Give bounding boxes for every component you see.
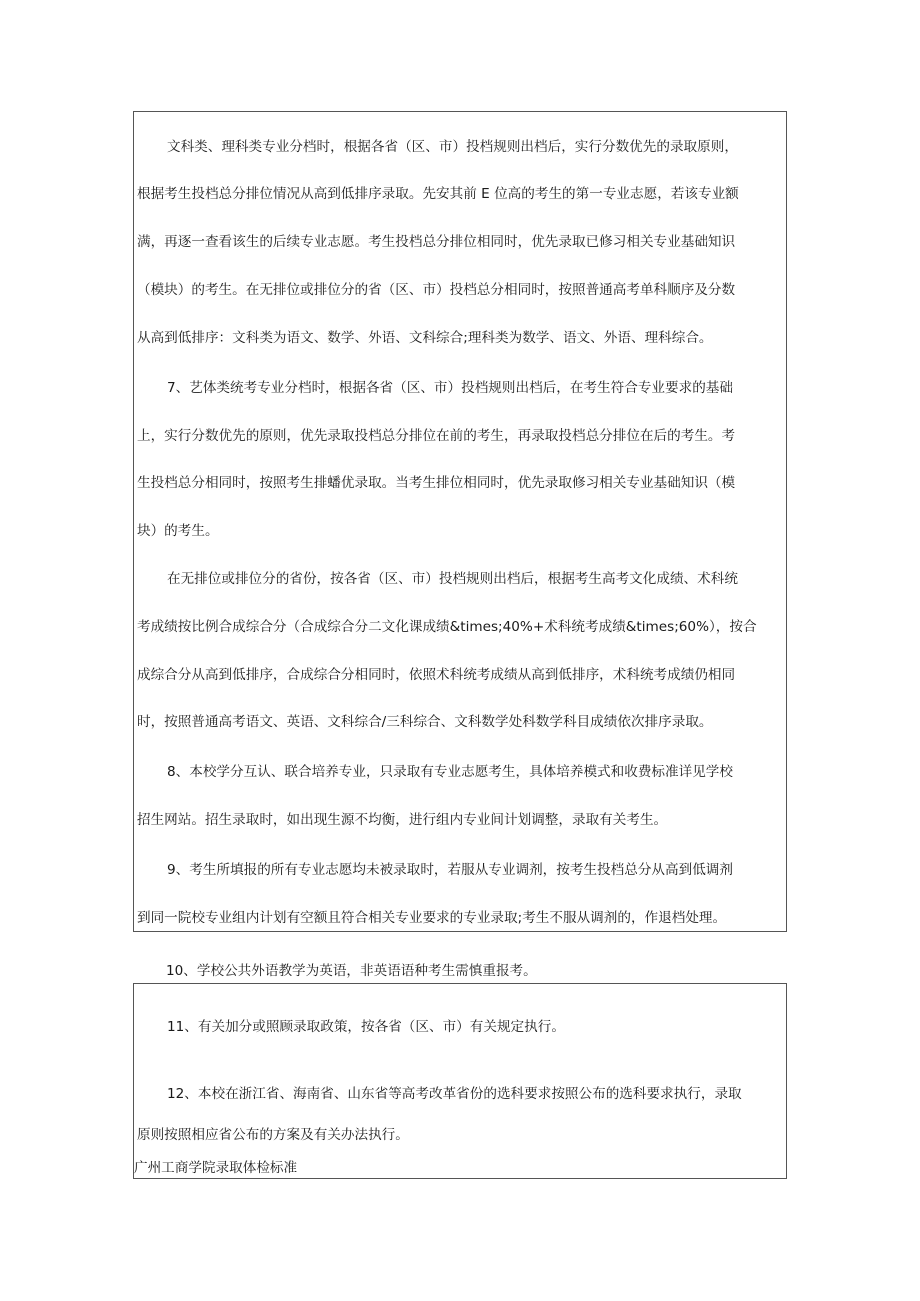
paragraph-line: 招生网站。招生录取时，如出现生源不均衡，进行组内专业间计划调整，录取有关考生。 <box>137 812 668 828</box>
paragraph-line: 10、学校公共外语教学为英语，非英语语种考生需慎重报考。 <box>166 963 537 979</box>
paragraph-line: 上，实行分数优先的原则，优先录取投档总分排位在前的考生，再录取投档总分排位在后的考生。考 <box>137 428 736 444</box>
paragraph-line: 12、本校在浙江省、海南省、山东省等高考改革省份的选科要求按照公布的选科要求执行，录取 <box>167 1086 742 1102</box>
paragraph-line: （模块）的考生。在无排位或排位分的省（区、市）投档总分相同时，按照普通高考单科顺序及分数 <box>137 282 736 298</box>
paragraph-line: 考成绩按比例合成综合分（合成综合分二文化课成绩&times;40%+术科统考成绩&times;60%），按合 <box>137 619 757 635</box>
paragraph-line: 到同一院校专业组内计划有空额且符合相关专业要求的专业录取;考生不服从调剂的，作退档处理。 <box>137 910 727 926</box>
paragraph-line: 11、有关加分或照顾录取政策，按各省（区、市）有关规定执行。 <box>167 1019 565 1035</box>
paragraph-line: 8、本校学分互认、联合培养专业，只录取有专业志愿考生，具体培养模式和收费标准详见学校 <box>167 764 733 780</box>
content-box-1 <box>133 111 787 932</box>
paragraph-line: 根据考生投档总分排位情况从高到低排序录取。先安其前 E 位高的考生的第一专业志愿，若该专业额 <box>137 186 739 202</box>
paragraph-line: 成综合分从高到低排序，合成综合分相同时，依照术科统考成绩从高到低排序，术科统考成绩仍相同 <box>137 667 736 683</box>
paragraph-line: 时，按照普通高考语文、英语、文科综合/三科综合、文科数学处科数学科目成绩依次排序录取。 <box>137 714 713 730</box>
section-heading: 广州工商学院录取体检标准 <box>134 1160 298 1176</box>
paragraph-line: 9、考生所填报的所有专业志愿均未被录取时，若服从专业调剂，按考生投档总分从高到低调剂 <box>167 862 733 878</box>
paragraph-line: 原则按照相应省公布的方案及有关办法执行。 <box>137 1127 409 1143</box>
paragraph-line: 文科类、理科类专业分档时，根据各省（区、市）投档规则出档后，实行分数优先的录取原则， <box>167 139 738 155</box>
paragraph-line: 7、艺体类统考专业分档时，根据各省（区、市）投档规则出档后，在考生符合专业要求的基础 <box>167 380 733 396</box>
paragraph-line: 从高到低排序：文科类为语文、数学、外语、文科综合;理科类为数学、语文、外语、理科综合。 <box>137 330 713 346</box>
content-box-2 <box>133 983 787 1179</box>
paragraph-line: 满，再逐一查看该生的后续专业志愿。考生投档总分排位相同时，优先录取已修习相关专业基础知识 <box>137 234 736 250</box>
paragraph-line: 在无排位或排位分的省份，按各省（区、市）投档规则出档后，根据考生高考文化成绩、术科统 <box>167 571 738 587</box>
paragraph-line: 生投档总分相同时，按照考生排蟠优录取。当考生排位相同时，优先录取修习相关专业基础知识（模 <box>137 475 736 491</box>
paragraph-line: 块）的考生。 <box>137 523 219 539</box>
